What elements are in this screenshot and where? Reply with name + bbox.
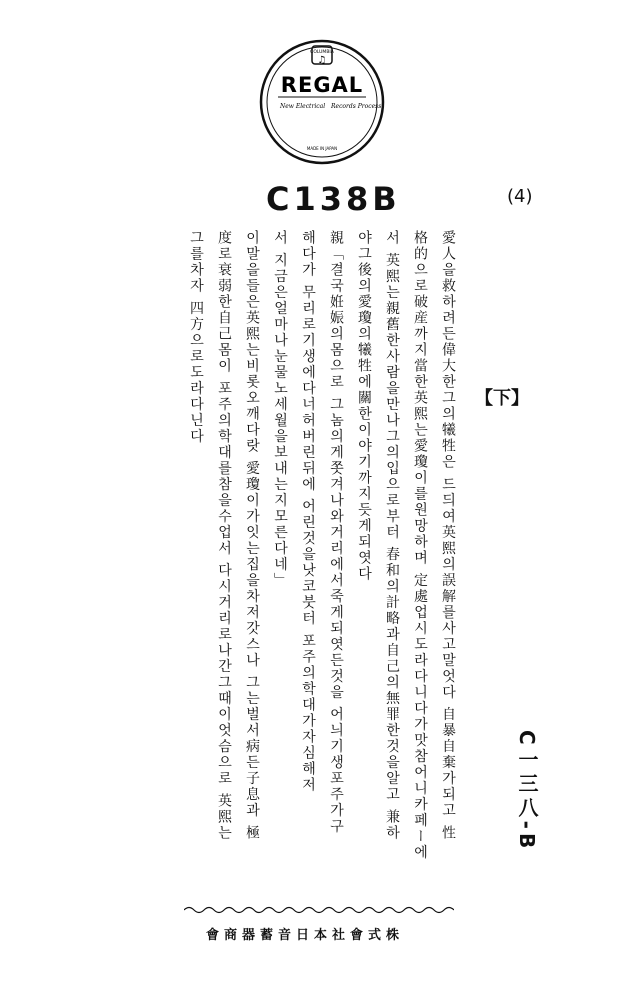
lyrics-column: 서 英熙는親舊한사람을만나그의입으로부터 春和의計略과自己의無罪한것을알고 兼하 bbox=[384, 230, 400, 842]
logo-top-text: COLUMBIA bbox=[310, 50, 334, 55]
company-name: 會商器蓄音日本社會式株 bbox=[206, 928, 405, 943]
lyrics-column: 서 지금은얼마나눈물노세월을보내는지모른다네」 bbox=[272, 230, 288, 589]
lyrics-column: 度로衰弱한自己몸이 포주의학대를참을수업서 다시거리로나간그때이엇슴으로 英熙는 bbox=[216, 230, 232, 842]
logo-brand: REGAL bbox=[280, 73, 364, 97]
regal-logo bbox=[258, 38, 386, 166]
lyrics-column: 이말을들은英熙는비롯오깨다랏 愛瓊이가잇는집을차저갓스나 그는벌서病든子息과 極 bbox=[244, 230, 260, 842]
part-label: 【下】 bbox=[475, 388, 529, 409]
lyrics-text bbox=[80, 230, 462, 870]
record-code: C138B bbox=[266, 180, 401, 218]
page-number: (4) bbox=[507, 186, 533, 207]
logo-bottom-text: MADE IN JAPAN bbox=[306, 146, 338, 151]
lyrics-column: 그를차자 四方으로도라다닌다 bbox=[188, 230, 204, 445]
wavy-divider bbox=[184, 905, 454, 915]
logo-right-text: Records Process bbox=[331, 103, 382, 110]
lyrics-column: 愛人을救하려든偉大한그의犧牲은 드듸여英熙의誤解를사고말엇다 自暴自棄가되고 性 bbox=[440, 230, 456, 842]
lyrics-column: 해다가 무리로기생에다너허버린뒤에 어린것을낫코붓터 포주의학대가자심해저 bbox=[300, 230, 316, 794]
logo-left-text: New Electrical bbox=[280, 103, 326, 110]
lyrics-column: 야그後의愛瓊의犧牲에關한이야기까지듯게되엿다 bbox=[356, 230, 372, 582]
lyrics-column: 親「결국姙娠의몸으로 그놈의게쫏겨나와거리에서죽게되엿든것을 어늬기생포주가구 bbox=[328, 230, 344, 835]
music-note-icon: ♫ bbox=[317, 55, 327, 66]
side-code: C一三八-B bbox=[515, 730, 539, 853]
lyrics-column: 格的으로破産까지當한英熙는愛瓊이를원망하며 定處업시도라다니다가맛참어니카페ー에 bbox=[412, 230, 428, 861]
